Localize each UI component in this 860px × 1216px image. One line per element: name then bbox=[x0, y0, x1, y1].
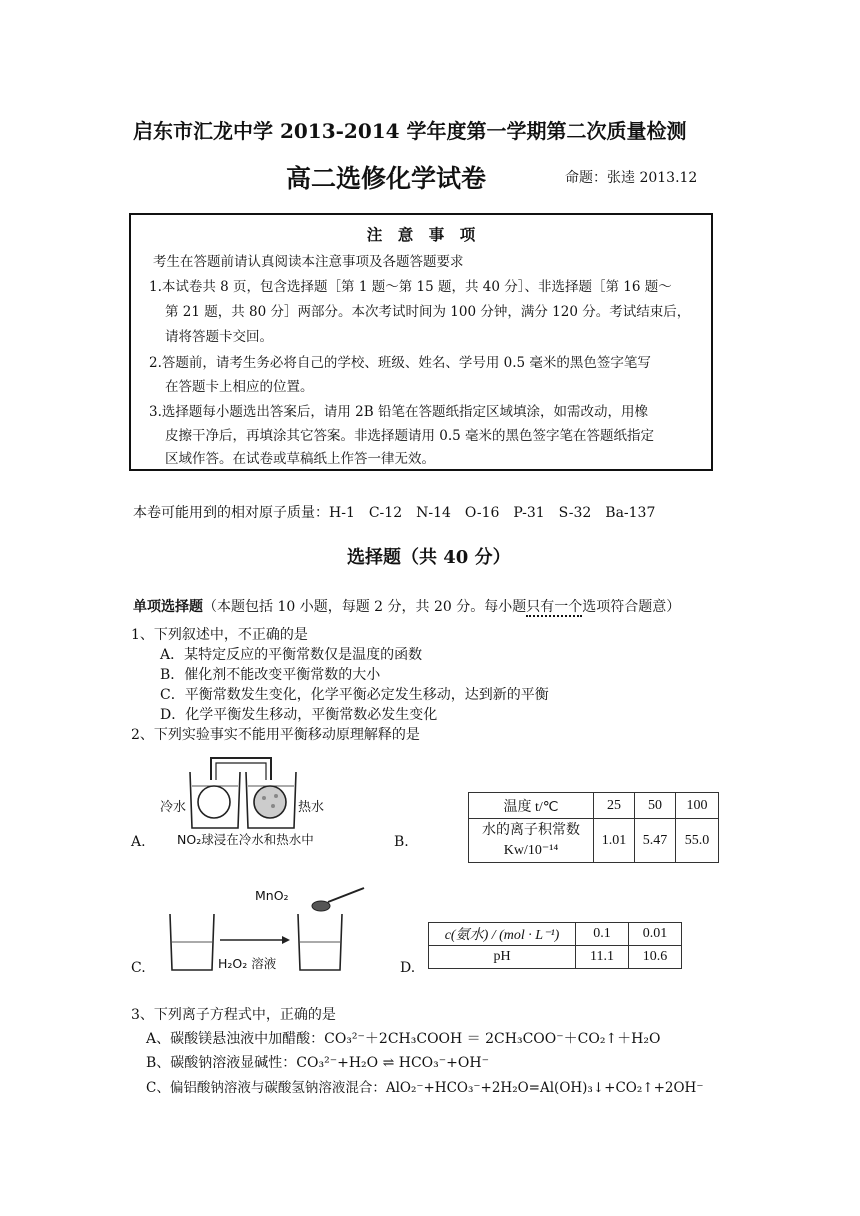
kw-value-cell: 55.0 bbox=[676, 819, 719, 863]
kw-temp-cell: 100 bbox=[676, 793, 719, 819]
author-line: 命题：张逵 2013.12 bbox=[565, 170, 698, 186]
notice-item-1-line-3: 请将答题卡交回。 bbox=[165, 329, 273, 345]
ph-conc-cell: 0.1 bbox=[576, 923, 629, 946]
single-choice-label: 单项选择题 bbox=[133, 599, 203, 615]
figure-no2-flasks bbox=[158, 752, 338, 832]
kw-header-line-2: Kw/10⁻¹⁴ bbox=[503, 842, 559, 858]
kw-value-cell: 1.01 bbox=[594, 819, 635, 863]
notice-item-2-line-2: 在答题卡上相应的位置。 bbox=[165, 379, 314, 395]
single-choice-desc-a: （本题包括 10 小题，每题 2 分，共 20 分。每小题 bbox=[203, 599, 527, 615]
kw-header-temp: 温度 t/℃ bbox=[469, 793, 594, 819]
q1-stem: 1、下列叙述中，不正确的是 bbox=[131, 627, 308, 643]
kw-temp-cell: 25 bbox=[594, 793, 635, 819]
fig-a-caption: NO₂球浸在冷水和热水中 bbox=[177, 832, 314, 847]
fig-a-hot-label: 热水 bbox=[298, 800, 325, 815]
q3-option-b: B、碳酸钠溶液显碱性：CO₃²⁻+H₂O ⇌ HCO₃⁻+OH⁻ bbox=[146, 1055, 489, 1071]
school-title: 启东市汇龙中学 2013-2014 学年度第一学期第二次质量检测 bbox=[133, 119, 687, 143]
q2-option-c-label: C. bbox=[131, 960, 146, 976]
q1-option-a: A．某特定反应的平衡常数仅是温度的函数 bbox=[160, 647, 423, 663]
ph-table bbox=[428, 922, 682, 969]
exam-title: 高二选修化学试卷 bbox=[286, 164, 487, 193]
kw-header-line-1: 水的离子积常数 bbox=[482, 822, 580, 838]
ph-header-conc: c(氨水) / (mol · L⁻¹) bbox=[429, 923, 576, 946]
fig-c-reagent: MnO₂ bbox=[255, 888, 289, 903]
kw-header-kw bbox=[469, 819, 594, 863]
q2-option-b-label: B. bbox=[394, 834, 409, 850]
notice-box bbox=[129, 213, 713, 471]
q2-stem: 2、下列实验事实不能用平衡移动原理解释的是 bbox=[131, 727, 420, 743]
single-choice-desc bbox=[133, 596, 680, 616]
ph-value-cell: 11.1 bbox=[576, 946, 629, 969]
q3-stem: 3、下列离子方程式中，正确的是 bbox=[131, 1007, 336, 1023]
fig-c-caption: H₂O₂ 溶液 bbox=[218, 956, 277, 971]
section-title: 选择题（共 40 分） bbox=[347, 547, 511, 568]
kw-value-cell: 5.47 bbox=[635, 819, 676, 863]
notice-item-2-line-1: 2.答题前，请考生务必将自己的学校、班级、姓名、学号用 0.5 毫米的黑色签字笔写 bbox=[149, 355, 651, 371]
fig-a-cold-label: 冷水 bbox=[160, 800, 187, 815]
ph-conc-cell: 0.01 bbox=[629, 923, 682, 946]
atomic-masses: 本卷可能用到的相对原子质量：H-1 C-12 N-14 O-16 P-31 S-32 Ba-137 bbox=[133, 505, 656, 521]
single-choice-desc-b: 选项符合题意） bbox=[582, 599, 681, 615]
q1-option-d: D．化学平衡发生移动，平衡常数必发生变化 bbox=[160, 707, 438, 723]
notice-heading: 注 意 事 项 bbox=[366, 226, 476, 244]
q1-option-c: C．平衡常数发生变化，化学平衡必定发生移动，达到新的平衡 bbox=[160, 687, 549, 703]
notice-item-3-line-2: 皮擦干净后，再填涂其它答案。非选择题请用 0.5 毫米的黑色签字笔在答题纸指定 bbox=[165, 428, 655, 444]
ph-value-cell: 10.6 bbox=[629, 946, 682, 969]
notice-intro: 考生在答题前请认真阅读本注意事项及各题答题要求 bbox=[153, 254, 464, 270]
single-choice-emphasis: 只有一个 bbox=[526, 599, 583, 615]
q2-option-a-label: A. bbox=[131, 834, 146, 850]
kw-temp-cell: 50 bbox=[635, 793, 676, 819]
q1-option-b: B．催化剂不能改变平衡常数的大小 bbox=[160, 667, 381, 683]
notice-item-3-line-3: 区域作答。在试卷或草稿纸上作答一律无效。 bbox=[165, 451, 435, 467]
notice-item-1-line-1: 1.本试卷共 8 页，包含选择题［第 1 题～第 15 题，共 40 分］、非选择题［第 16 题～ bbox=[149, 279, 672, 295]
kw-table bbox=[468, 792, 719, 863]
q3-option-c: C、偏铝酸钠溶液与碳酸氢钠溶液混合：AlO₂⁻+HCO₃⁻+2H₂O=Al(OH)₃↓+CO₂↑+2OH⁻ bbox=[146, 1080, 704, 1096]
q2-option-d-label: D. bbox=[400, 960, 416, 976]
q3-option-a: A、碳酸镁悬浊液中加醋酸：CO₃²⁻＋2CH₃COOH ＝ 2CH₃COO⁻＋CO₂↑＋H₂O bbox=[146, 1031, 661, 1047]
notice-item-3-line-1: 3.选择题每小题选出答案后，请用 2B 铅笔在答题纸指定区域填涂，如需改动，用橡 bbox=[149, 404, 648, 420]
ph-header-ph: pH bbox=[429, 946, 576, 969]
notice-item-1-line-2: 第 21 题，共 80 分］两部分。本次考试时间为 100 分钟，满分 120 分。考试结束后， bbox=[165, 304, 691, 320]
